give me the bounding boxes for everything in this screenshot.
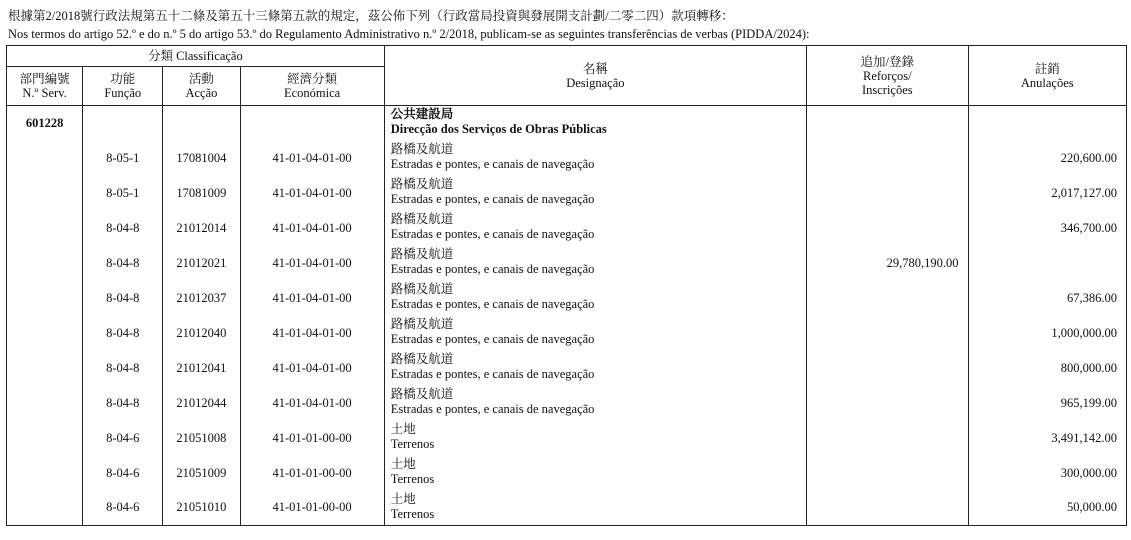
transfer-table [6, 45, 1127, 526]
economica-header-pt: Económica [283, 86, 341, 100]
economica-cell: 41-01-04-01-00 [240, 316, 384, 351]
economica-header [240, 67, 384, 106]
anulacao-cell: 50,000.00 [968, 491, 1126, 526]
servico-cell [7, 211, 83, 246]
accao-header-zh: 活動 [188, 72, 214, 86]
accao-cell: 21012037 [163, 281, 240, 316]
servico-cell [7, 246, 83, 281]
anulacoes-header [968, 46, 1126, 106]
designacao-pt: Terrenos [390, 436, 435, 451]
servico-cell [7, 316, 83, 351]
table-row [7, 281, 1127, 316]
accao-cell: 17081004 [163, 141, 240, 176]
table-row [7, 176, 1127, 211]
designacao-cell [384, 386, 806, 421]
funcao-cell: 8-05-1 [83, 176, 163, 211]
table-header [7, 46, 1127, 106]
designacao-zh: 路橋及航道 [390, 386, 454, 401]
servico-header [7, 67, 83, 106]
anulacoes-header-pt: Anulações [1020, 75, 1074, 90]
empty-cell [163, 106, 240, 141]
funcao-header-zh: 功能 [110, 72, 136, 86]
designacao-cell [384, 246, 806, 281]
department-code: 601228 [7, 106, 83, 141]
servico-cell [7, 351, 83, 386]
designacao-cell [384, 491, 806, 526]
table-row [7, 141, 1127, 176]
designation-header [384, 46, 806, 106]
designacao-pt: Estradas e pontes, e canais de navegação [390, 156, 595, 171]
reforco-cell [807, 316, 968, 351]
reforcos-header-pt-line2: Inscrições [861, 82, 913, 97]
department-name-pt: Direcção dos Serviços de Obras Públicas [390, 122, 607, 136]
funcao-cell: 8-04-6 [83, 491, 163, 526]
designacao-pt: Estradas e pontes, e canais de navegação [390, 226, 595, 241]
department-name-zh: 公共建設局 [390, 107, 454, 121]
designacao-cell [384, 351, 806, 386]
anulacao-cell: 3,491,142.00 [968, 421, 1126, 456]
servico-header-zh: 部門編號 [19, 72, 70, 86]
designacao-cell [384, 316, 806, 351]
designacao-pt: Estradas e pontes, e canais de navegação [390, 401, 595, 416]
economica-header-zh: 經濟分類 [287, 72, 338, 86]
designacao-zh: 土地 [390, 421, 416, 436]
accao-cell: 21051008 [163, 421, 240, 456]
empty-cell [83, 106, 163, 141]
table-row [7, 316, 1127, 351]
designacao-cell [384, 456, 806, 491]
table-row [7, 456, 1127, 491]
department-name [384, 106, 806, 141]
reforco-cell [807, 456, 968, 491]
economica-cell: 41-01-04-01-00 [240, 176, 384, 211]
reforcos-header-zh: 追加/登錄 [860, 54, 915, 69]
classification-header: 分類 Classificação [7, 46, 385, 67]
designacao-cell [384, 211, 806, 246]
empty-cell [240, 106, 384, 141]
designacao-pt: Estradas e pontes, e canais de navegação [390, 261, 595, 276]
reforco-cell [807, 421, 968, 456]
anulacao-cell: 220,600.00 [968, 141, 1126, 176]
economica-cell: 41-01-04-01-00 [240, 211, 384, 246]
designacao-cell [384, 421, 806, 456]
reforcos-header [807, 46, 968, 106]
economica-cell: 41-01-01-00-00 [240, 491, 384, 526]
reforco-cell: 29,780,190.00 [807, 246, 968, 281]
funcao-cell: 8-04-8 [83, 281, 163, 316]
table-row [7, 386, 1127, 421]
department-row [7, 106, 1127, 141]
economica-cell: 41-01-01-00-00 [240, 456, 384, 491]
economica-cell: 41-01-04-01-00 [240, 281, 384, 316]
funcao-cell: 8-04-8 [83, 351, 163, 386]
accao-cell: 21012021 [163, 246, 240, 281]
anulacao-cell: 965,199.00 [968, 386, 1126, 421]
reforco-cell [807, 281, 968, 316]
reforco-cell [807, 176, 968, 211]
servico-header-pt: N.º Serv. [22, 86, 67, 100]
funcao-cell: 8-04-8 [83, 316, 163, 351]
funcao-cell: 8-04-6 [83, 421, 163, 456]
funcao-cell: 8-05-1 [83, 141, 163, 176]
accao-cell: 17081009 [163, 176, 240, 211]
economica-cell: 41-01-04-01-00 [240, 246, 384, 281]
economica-cell: 41-01-04-01-00 [240, 386, 384, 421]
reforco-cell [807, 351, 968, 386]
anulacao-cell: 346,700.00 [968, 211, 1126, 246]
servico-cell [7, 456, 83, 491]
economica-cell: 41-01-01-00-00 [240, 421, 384, 456]
economica-cell: 41-01-04-01-00 [240, 351, 384, 386]
table-body [7, 106, 1127, 526]
designacao-pt: Terrenos [390, 506, 435, 521]
funcao-cell: 8-04-6 [83, 456, 163, 491]
servico-cell [7, 141, 83, 176]
designacao-cell [384, 281, 806, 316]
designacao-zh: 路橋及航道 [390, 316, 454, 331]
table-row [7, 491, 1127, 526]
servico-cell [7, 421, 83, 456]
anulacao-cell: 67,386.00 [968, 281, 1126, 316]
accao-cell: 21012014 [163, 211, 240, 246]
designacao-zh: 路橋及航道 [390, 176, 454, 191]
servico-cell [7, 386, 83, 421]
designacao-pt: Estradas e pontes, e canais de navegação [390, 296, 595, 311]
accao-cell: 21012040 [163, 316, 240, 351]
reforco-cell [807, 491, 968, 526]
economica-cell: 41-01-04-01-00 [240, 141, 384, 176]
designation-header-pt: Designação [566, 75, 625, 90]
funcao-header [83, 67, 163, 106]
servico-cell [7, 176, 83, 211]
anulacao-cell: 2,017,127.00 [968, 176, 1126, 211]
designacao-zh: 路橋及航道 [390, 351, 454, 366]
designacao-zh: 土地 [390, 456, 416, 471]
empty-cell [968, 106, 1126, 141]
designacao-pt: Estradas e pontes, e canais de navegação [390, 331, 595, 346]
accao-cell: 21012044 [163, 386, 240, 421]
anulacoes-header-zh: 註銷 [1034, 61, 1060, 76]
reforco-cell [807, 211, 968, 246]
designacao-zh: 路橋及航道 [390, 141, 454, 156]
table-row [7, 211, 1127, 246]
designacao-cell [384, 141, 806, 176]
table-row [7, 351, 1127, 386]
anulacao-cell: 300,000.00 [968, 456, 1126, 491]
reforco-cell [807, 141, 968, 176]
reforcos-header-pt-line1: Reforços/ [862, 68, 912, 83]
accao-cell: 21051009 [163, 456, 240, 491]
anulacao-cell: 800,000.00 [968, 351, 1126, 386]
funcao-header-pt: Função [104, 86, 142, 100]
accao-cell: 21051010 [163, 491, 240, 526]
funcao-cell: 8-04-8 [83, 246, 163, 281]
accao-header-pt: Acção [185, 86, 218, 100]
funcao-cell: 8-04-8 [83, 211, 163, 246]
table-row [7, 421, 1127, 456]
table-row [7, 246, 1127, 281]
intro-text-pt: Nos termos do artigo 52.º e do n.º 5 do artigo 53.º do Regulamento Administrativo n.º 2/2018, publicam-se as seguintes transferências de verbas (PIDDA/2024): [8, 27, 810, 41]
designacao-pt: Terrenos [390, 471, 435, 486]
designacao-zh: 路橋及航道 [390, 211, 454, 226]
servico-cell [7, 281, 83, 316]
designacao-pt: Estradas e pontes, e canais de navegação [390, 366, 595, 381]
anulacao-cell: 1,000,000.00 [968, 316, 1126, 351]
funcao-cell: 8-04-8 [83, 386, 163, 421]
accao-cell: 21012041 [163, 351, 240, 386]
intro-text-zh: 根據第2/2018號行政法規第五十二條及第五十三條第五款的規定，茲公佈下列（行政當局投資與發展開支計劃/二零二四）款項轉移： [8, 9, 734, 23]
servico-cell [7, 491, 83, 526]
designacao-cell [384, 176, 806, 211]
reforco-cell [807, 386, 968, 421]
accao-header [163, 67, 240, 106]
designacao-zh: 土地 [390, 491, 416, 506]
anulacao-cell [968, 246, 1126, 281]
designacao-zh: 路橋及航道 [390, 281, 454, 296]
designacao-zh: 路橋及航道 [390, 246, 454, 261]
designation-header-zh: 名稱 [582, 61, 608, 76]
empty-cell [807, 106, 968, 141]
designacao-pt: Estradas e pontes, e canais de navegação [390, 191, 595, 206]
